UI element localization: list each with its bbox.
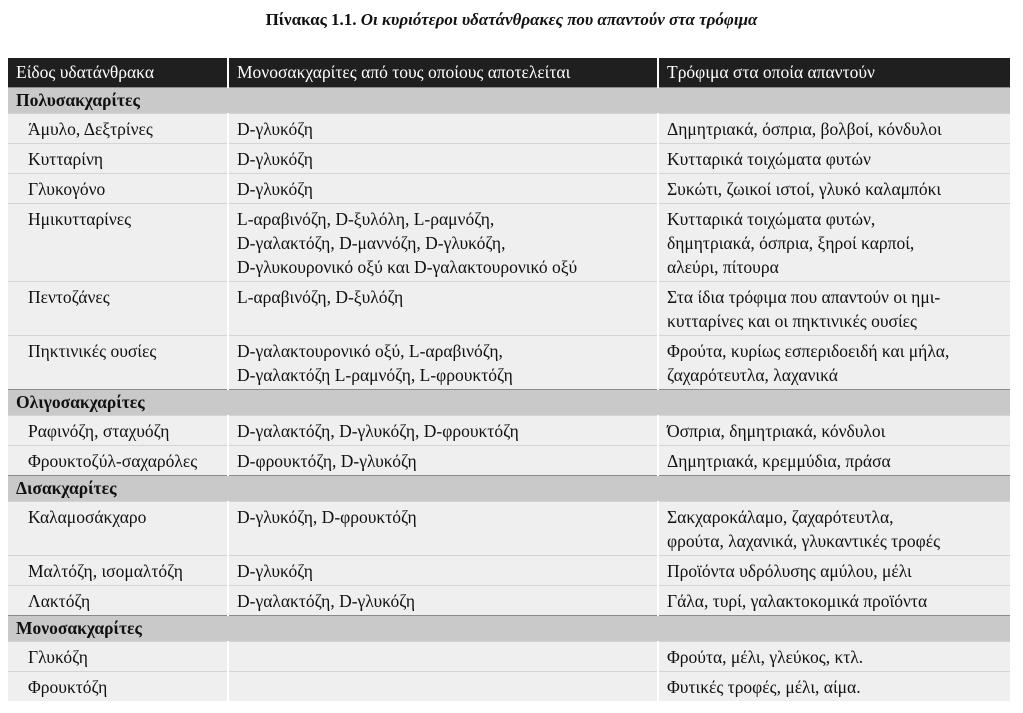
- foods-cell: [658, 144, 1010, 174]
- foods-cell: [658, 446, 1010, 476]
- group-title: Δισακχαρίτες: [8, 476, 1010, 502]
- carbohydrate-name: Κυτταρίνη: [8, 144, 228, 174]
- table-row: [8, 556, 1010, 586]
- table-title: Οι κυριότεροι υδατάνθρακες που απαντούν στα τρόφιμα: [360, 10, 758, 29]
- table-body: [8, 88, 1010, 702]
- table-row: [8, 502, 1010, 556]
- foods-cell: [658, 204, 1010, 282]
- foods-line: Φρούτα, κυρίως εσπεριδοειδή και μήλα,: [667, 341, 950, 361]
- foods-cell: [658, 336, 1010, 390]
- table-row: [8, 672, 1010, 702]
- monosaccharides-line: D-γλυκόζη: [237, 119, 313, 139]
- monosaccharides-cell: [228, 586, 658, 616]
- carbohydrate-name: Μαλτόζη, ισομαλτόζη: [8, 556, 228, 586]
- foods-line: ζαχαρότευτλα, λαχανικά: [667, 365, 838, 385]
- foods-cell: [658, 556, 1010, 586]
- header-row: [8, 58, 1010, 88]
- table-row: [8, 144, 1010, 174]
- foods-line: Σακχαροκάλαμο, ζαχαρότευτλα,: [667, 507, 894, 527]
- monosaccharides-line: L-αραβινόζη, D-ξυλόλη, L-ραμνόζη,: [237, 209, 495, 229]
- foods-line: Γάλα, τυρί, γαλακτοκομικά προϊόντα: [667, 591, 928, 611]
- monosaccharides-cell: [228, 174, 658, 204]
- monosaccharides-cell: [228, 336, 658, 390]
- carbohydrate-name: Πεντοζάνες: [8, 282, 228, 336]
- table-row: [8, 336, 1010, 390]
- foods-line: Φρούτα, μέλι, γλεύκος, κτλ.: [667, 647, 864, 667]
- foods-line: Δημητριακά, κρεμμύδια, πράσα: [667, 451, 891, 471]
- monosaccharides-cell: [228, 204, 658, 282]
- carbohydrate-name: Ραφινόζη, σταχυόζη: [8, 416, 228, 446]
- monosaccharides-cell: [228, 114, 658, 144]
- carbohydrate-name: Φρουκτόζη: [8, 672, 228, 702]
- carbohydrate-name: Γλυκόζη: [8, 642, 228, 672]
- monosaccharides-cell: [228, 282, 658, 336]
- foods-line: Προϊόντα υδρόλυσης αμύλου, μέλι: [667, 561, 912, 581]
- table-row: [8, 174, 1010, 204]
- group-row: [8, 88, 1010, 114]
- monosaccharides-cell: [228, 642, 658, 672]
- group-row: [8, 390, 1010, 416]
- group-title: Ολιγοσακχαρίτες: [8, 390, 1010, 416]
- table-caption: [0, 10, 1023, 30]
- monosaccharides-line: D-γαλακτόζη L-ραμνόζη, L-φρουκτόζη: [237, 365, 513, 385]
- monosaccharides-line: L-αραβινόζη, D-ξυλόζη: [237, 287, 404, 307]
- foods-cell: [658, 114, 1010, 144]
- monosaccharides-cell: [228, 502, 658, 556]
- table-number: Πίνακας 1.1.: [265, 10, 357, 29]
- monosaccharides-cell: [228, 416, 658, 446]
- table-header: [8, 58, 1010, 88]
- carbohydrate-name: Λακτόζη: [8, 586, 228, 616]
- table-row: [8, 416, 1010, 446]
- carbohydrate-name: Άμυλο, Δεξτρίνες: [8, 114, 228, 144]
- group-row: [8, 616, 1010, 642]
- carbohydrate-name: Ημικυτταρίνες: [8, 204, 228, 282]
- carbohydrate-name: Καλαμοσάκχαρο: [8, 502, 228, 556]
- foods-cell: [658, 502, 1010, 556]
- carbohydrates-table: [8, 58, 1010, 701]
- foods-line: δημητριακά, όσπρια, ξηροί καρποί,: [667, 233, 915, 253]
- monosaccharides-line: D-γλυκόζη, D-φρουκτόζη: [237, 507, 417, 527]
- foods-line: Κυτταρικά τοιχώματα φυτών,: [667, 209, 876, 229]
- monosaccharides-cell: [228, 446, 658, 476]
- header-foods: Τρόφιμα στα οποία απαντούν: [658, 58, 1010, 88]
- table-row: [8, 586, 1010, 616]
- foods-line: Στα ίδια τρόφιμα που απαντούν οι ημι-: [667, 287, 941, 307]
- foods-cell: [658, 586, 1010, 616]
- foods-line: Όσπρια, δημητριακά, κόνδυλοι: [667, 421, 886, 441]
- monosaccharides-cell: [228, 144, 658, 174]
- group-row: [8, 476, 1010, 502]
- carbohydrate-name: Πηκτινικές ουσίες: [8, 336, 228, 390]
- foods-line: Συκώτι, ζωικοί ιστοί, γλυκό καλαμπόκι: [667, 179, 942, 199]
- foods-line: αλεύρι, πίτουρα: [667, 257, 779, 277]
- monosaccharides-line: D-γλυκόζη: [237, 149, 313, 169]
- carbohydrate-name: Φρουκτοζύλ-σαχαρόλες: [8, 446, 228, 476]
- table-row: [8, 114, 1010, 144]
- foods-cell: [658, 416, 1010, 446]
- monosaccharides-line: D-γαλακτουρονικό οξύ, L-αραβινόζη,: [237, 341, 503, 361]
- monosaccharides-line: D-γλυκόζη: [237, 179, 313, 199]
- monosaccharides-line: D-φρουκτόζη, D-γλυκόζη: [237, 451, 417, 471]
- monosaccharides-line: D-γαλακτόζη, D-γλυκόζη: [237, 591, 416, 611]
- foods-cell: [658, 174, 1010, 204]
- foods-cell: [658, 642, 1010, 672]
- group-title: Πολυσακχαρίτες: [8, 88, 1010, 114]
- foods-cell: [658, 672, 1010, 702]
- foods-line: Κυτταρικά τοιχώματα φυτών: [667, 149, 871, 169]
- table-row: [8, 642, 1010, 672]
- foods-line: Δημητριακά, όσπρια, βολβοί, κόνδυλοι: [667, 119, 942, 139]
- foods-line: φρούτα, λαχανικά, γλυκαντικές τροφές: [667, 531, 941, 551]
- table-row: [8, 446, 1010, 476]
- table-row: [8, 204, 1010, 282]
- header-carbohydrate-type: Είδος υδατάνθρακα: [8, 58, 228, 88]
- foods-cell: [658, 282, 1010, 336]
- foods-line: Φυτικές τροφές, μέλι, αίμα.: [667, 677, 861, 697]
- monosaccharides-line: D-γαλακτόζη, D-γλυκόζη, D-φρουκτόζη: [237, 421, 519, 441]
- monosaccharides-line: D-γλυκουρονικό οξύ και D-γαλακτουρονικό οξύ: [237, 257, 578, 277]
- foods-line: κυτταρίνες και οι πηκτινικές ουσίες: [667, 311, 917, 331]
- monosaccharides-line: D-γλυκόζη: [237, 561, 313, 581]
- carbohydrate-name: Γλυκογόνο: [8, 174, 228, 204]
- group-title: Μονοσακχαρίτες: [8, 616, 1010, 642]
- monosaccharides-cell: [228, 672, 658, 702]
- header-monosaccharides: Μονοσακχαρίτες από τους οποίους αποτελείται: [228, 58, 658, 88]
- table-row: [8, 282, 1010, 336]
- monosaccharides-line: D-γαλακτόζη, D-μαννόζη, D-γλυκόζη,: [237, 233, 506, 253]
- monosaccharides-cell: [228, 556, 658, 586]
